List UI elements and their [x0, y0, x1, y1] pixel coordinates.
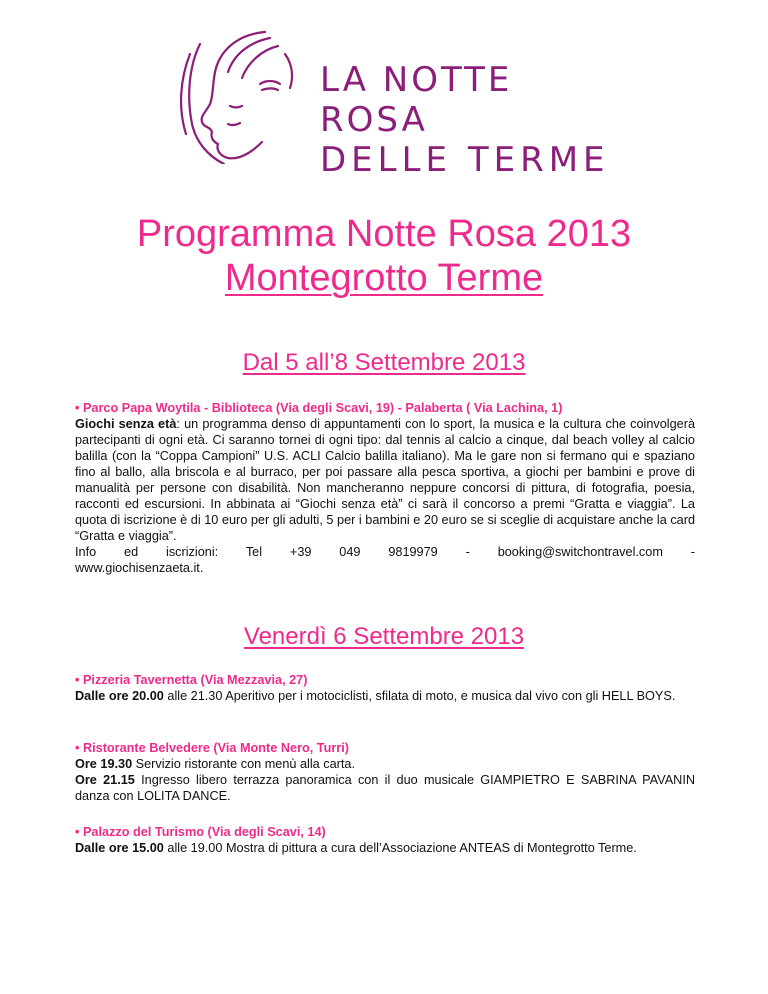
event-time: Ore 21.15 — [75, 773, 135, 787]
website-link[interactable]: www.giochisenzaeta.it. — [75, 561, 204, 575]
event-time: Ore 19.30 — [75, 757, 133, 771]
logo-text — [320, 60, 610, 180]
event-text: alle 21.30 Aperitivo per i motociclisti, sfilata di moto, e musica dal vivo con gli HELL BOYS. — [163, 689, 676, 703]
event-pizzeria — [75, 672, 695, 704]
event-text: Ingresso libero terrazza panoramica con il duo musicale GIAMPIETRO E SABRINA PAVANIN danza con LOLITA DANCE. — [75, 773, 696, 803]
event-time: Dalle ore 20.00 — [75, 689, 164, 703]
document-title: Programma Notte Rosa 2013 — [136, 213, 632, 255]
event-palazzo-turismo — [75, 824, 695, 856]
logo-line-2: DELLE TERME — [320, 140, 610, 180]
event-logo — [170, 24, 610, 180]
venue-line: • Palazzo del Turismo (Via degli Scavi, 14) — [75, 825, 326, 839]
venue-line: • Ristorante Belvedere (Via Monte Nero, Turri) — [75, 741, 349, 755]
logo-line-1: LA NOTTE ROSA — [320, 60, 513, 140]
event-item — [75, 688, 695, 704]
section-giochi — [75, 400, 695, 576]
event-name: Giochi senza età — [75, 417, 177, 431]
event-item — [75, 772, 695, 804]
section-heading-dates: Dal 5 all’8 Settembre 2013 — [242, 349, 526, 376]
event-body: : un programma denso di appuntamenti con lo sport, la musica e la cultura che coinvolgerà partecipanti di ogni età. Ci saranno tornei di ogni tipo: dal tennis al calcio a cinque, dal beach volley al calcio balilla (con la “Coppa Campioni” U.S. ACLI Calcio balilla italiano). Ma le gare non si fermano qui e spaziano fino al ballo, alla briscola e al burraco, per poi passare alla pesca sportiva, a giochi per bambini e prove di manualità per persone con disabilità. Non mancheranno neppure concorsi di pittura, di fotografia, poesia, racconti ed escursioni. In abbinata ai “Giochi senza età” ci sarà il concorso a premi “Gratta e viaggia”. La quota di iscrizione è di 10 euro per gli adulti, 5 per i bambini e 20 euro se si sceglie di acquistare anche la card “Gratta e viaggia”. — [75, 417, 695, 543]
event-text: alle 19.00 Mostra di pittura a cura dell’Associazione ANTEAS di Montegrotto Terme. — [163, 841, 637, 855]
event-item — [75, 756, 695, 772]
woman-face-logo-icon — [170, 24, 320, 164]
event-description — [75, 416, 695, 544]
venue-line: • Pizzeria Tavernetta (Via Mezzavia, 27) — [75, 673, 308, 687]
event-text: Servizio ristorante con menù alla carta. — [132, 757, 355, 771]
event-item — [75, 840, 695, 856]
event-belvedere — [75, 740, 695, 804]
document-subtitle: Montegrotto Terme — [224, 257, 544, 299]
event-time: Dalle ore 15.00 — [75, 841, 164, 855]
venue-line: • Parco Papa Woytila - Biblioteca (Via degli Scavi, 19) - Palaberta ( Via Lachina, 1) — [75, 401, 563, 415]
section-heading-friday: Venerdì 6 Settembre 2013 — [243, 623, 525, 650]
info-line: Info ed iscrizioni: Tel +39 049 9819979 - booking@switchontravel.com - — [75, 545, 695, 559]
